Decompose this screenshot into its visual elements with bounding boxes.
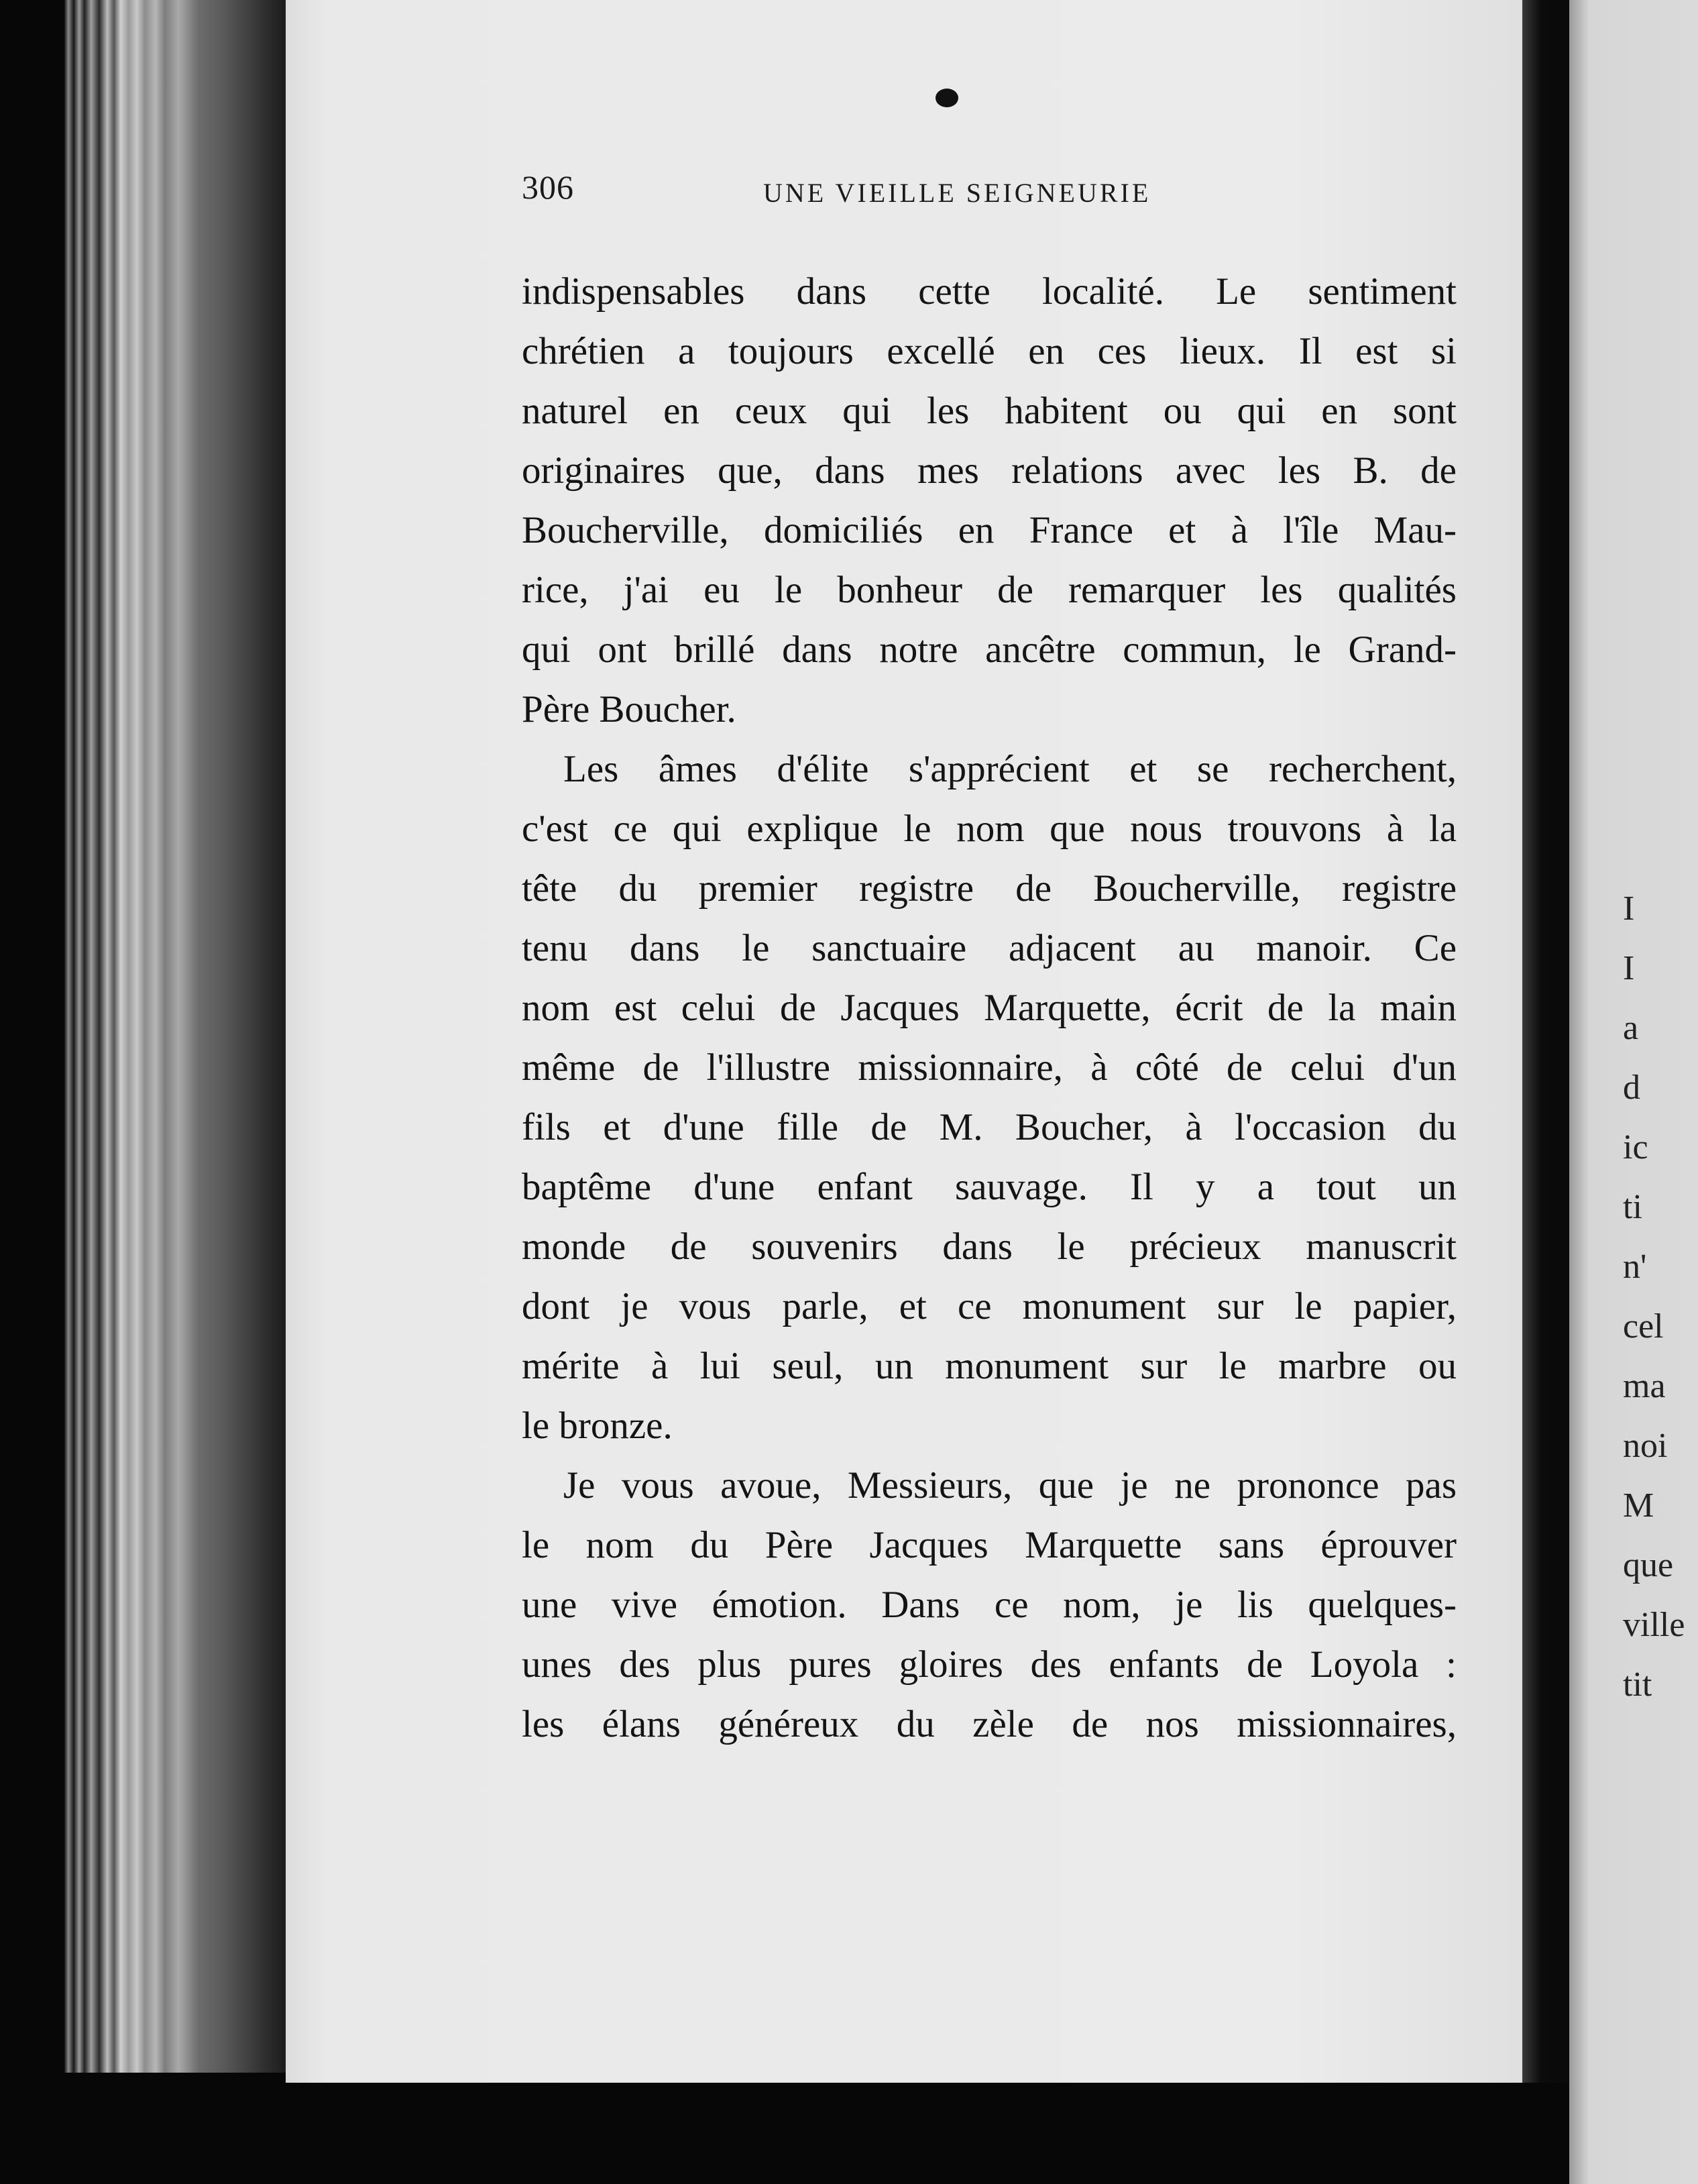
text-line: chrétien a toujours excellé en ces lieux. Il est si: [522, 330, 1457, 372]
book-gutter: [1522, 0, 1569, 2083]
fragment: ville: [1623, 1606, 1685, 1644]
page-edges: [64, 0, 286, 2073]
page-number: 306: [522, 168, 574, 206]
text-line: dont je vous parle, et ce monument sur le papier,: [522, 1285, 1457, 1327]
text-line: rice, j'ai eu le bonheur de remarquer les qualités: [522, 569, 1457, 611]
text-line: monde de souvenirs dans le précieux manuscrit: [522, 1225, 1457, 1268]
text-line: le bronze.: [522, 1405, 673, 1447]
text-line: naturel en ceux qui les habitent ou qui en sont: [522, 390, 1457, 432]
fragment: I: [1623, 949, 1635, 987]
fragment: I: [1623, 889, 1635, 928]
text-line: même de l'illustre missionnaire, à côté de celui d'un: [522, 1046, 1457, 1089]
ink-blot: [936, 89, 958, 107]
facing-page-text: [1623, 879, 1698, 1714]
fragment: que: [1623, 1546, 1674, 1584]
paragraph: [522, 1456, 1457, 1754]
fragment: ma: [1623, 1367, 1666, 1405]
text-line: Je vous avoue, Messieurs, que je ne prononce pas: [563, 1464, 1457, 1507]
text-line: originaires que, dans mes relations avec les B. de: [522, 449, 1457, 492]
text-line: unes des plus pures gloires des enfants de Loyola :: [522, 1643, 1457, 1686]
running-head: UNE VIEILLE SEIGNEURIE: [763, 178, 1151, 208]
fragment: a: [1623, 1009, 1639, 1047]
fragment: d: [1623, 1069, 1640, 1107]
page-header: [522, 168, 1226, 215]
fragment: ti: [1623, 1188, 1642, 1226]
fragment: M: [1623, 1486, 1654, 1525]
fragment: tit: [1623, 1666, 1652, 1704]
paragraph: [522, 262, 1457, 739]
fragment: n': [1623, 1248, 1647, 1286]
text-line: le nom du Père Jacques Marquette sans éprouver: [522, 1524, 1457, 1566]
text-line: mérite à lui seul, un monument sur le marbre ou: [522, 1345, 1457, 1387]
text-line: les élans généreux du zèle de nos missionnaires,: [522, 1703, 1457, 1745]
fragment: ic: [1623, 1128, 1648, 1166]
text-line: Père Boucher.: [522, 688, 736, 730]
text-line: fils et d'une fille de M. Boucher, à l'occasion du: [522, 1106, 1457, 1148]
text-line: Les âmes d'élite s'apprécient et se recherchent,: [563, 748, 1457, 790]
text-line: indispensables dans cette localité. Le sentiment: [522, 270, 1457, 313]
fragment: cel: [1623, 1307, 1664, 1346]
text-line: c'est ce qui explique le nom que nous trouvons à la: [522, 808, 1457, 850]
text-line: baptême d'une enfant sauvage. Il y a tout un: [522, 1166, 1457, 1208]
fragment: noi: [1623, 1427, 1668, 1465]
text-line: tenu dans le sanctuaire adjacent au manoir. Ce: [522, 927, 1457, 969]
text-line: Boucherville, domiciliés en France et à l'île Mau-: [522, 509, 1457, 551]
text-line: une vive émotion. Dans ce nom, je lis quelques-: [522, 1584, 1457, 1626]
text-line: tête du premier registre de Boucherville, registre: [522, 867, 1457, 910]
paragraph: [522, 739, 1457, 1456]
page-body: [522, 262, 1457, 1754]
text-line: nom est celui de Jacques Marquette, écrit de la main: [522, 987, 1457, 1029]
text-line: qui ont brillé dans notre ancêtre commun, le Grand-: [522, 629, 1457, 671]
